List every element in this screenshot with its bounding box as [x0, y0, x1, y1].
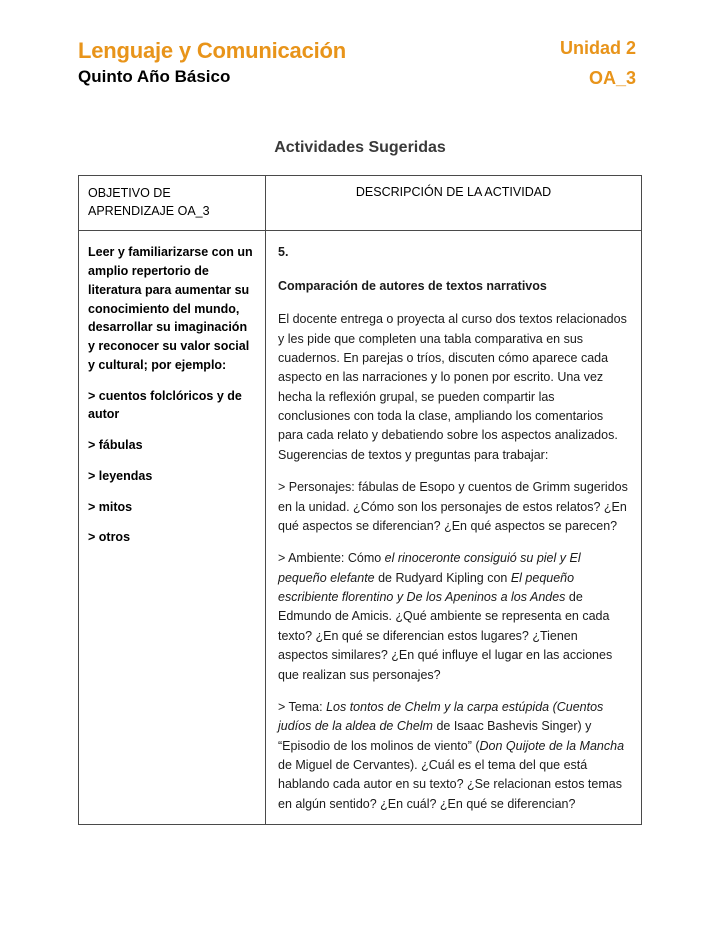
p4-text-3: de Miguel de Cervantes). ¿Cuál es el tema del que está hablando cada autor en su texto? ¿Se relacionan estos temas en algún sentido? ¿En cuál? ¿En qué se diferencian?: [278, 758, 622, 811]
objective-cell: [79, 231, 266, 825]
activity-subtitle: Comparación de autores de textos narrativos: [278, 278, 547, 293]
activity-paragraph-4: [278, 698, 630, 814]
header-right-block: [560, 38, 642, 89]
table-content-row: [79, 231, 642, 825]
objective-item-3: > mitos: [88, 499, 133, 514]
header-objective-line1: OBJETIVO DE: [88, 186, 171, 201]
objective-item-0: > cuentos folclóricos y de autor: [88, 388, 242, 422]
objective-item-1: > fábulas: [88, 438, 143, 453]
activity-paragraph-2: > Personajes: fábulas de Esopo y cuentos de Grimm sugeridos en la unidad. ¿Cómo son los personajes de estos relatos? ¿En qué aspectos se diferencian? ¿En qué aspectos se parecen?: [278, 480, 628, 533]
objective-item-4: > otros: [88, 530, 131, 545]
p3-text-3: de Edmundo de Amicis. ¿Qué ambiente se representa en cada texto? ¿En qué se diferencian estos lugares? ¿Tienen aspectos similares? ¿En qué influye el lugar en las acciones que realizan sus personajes?: [278, 590, 613, 682]
p3-italic-1: el rinoceronte consiguió su piel y El pequeño elefante: [278, 551, 581, 585]
p3-text-2: de Rudyard Kipling con: [374, 570, 511, 585]
objective-item-2: > leyendas: [88, 468, 153, 483]
p4-text-2: de Isaac Bashevis Singer) y “Episodio de los molinos de viento” (: [278, 719, 592, 753]
header-objective-line2: APRENDIZAJE OA_3: [88, 204, 210, 219]
p4-text-1: > Tema:: [278, 699, 327, 714]
header-cell-objective: [79, 176, 266, 231]
activity-number: 5.: [278, 245, 289, 260]
p4-italic-1: Los tontos de Chelm y la carpa estúpida (Cuentos judíos de la aldea de Chelm: [278, 699, 604, 734]
description-cell: [266, 231, 642, 825]
grade-title: Quinto Año Básico: [78, 67, 231, 87]
subject-title: Lenguaje y Comunicación: [78, 38, 347, 63]
unit-label: Unidad 2: [559, 38, 636, 58]
document-header: [78, 0, 642, 89]
p3-italic-2: El pequeño escribiente florentino y De los Apeninos a los Andes: [278, 570, 575, 605]
activity-paragraph-1: El docente entrega o proyecta al curso dos textos relacionados y les pide que completen una tabla comparativa en sus cuadernos. En parejas o tríos, discuten cómo aparece cada aspecto en las narraciones y lo ponen por escrito. Una vez hecha la reflexión grupal, se pueden compartir las conclusiones con toda la clase, ampliando los comentarios para cada relato y debatiendo sobre los aspectos analizados. Sugerencias de textos y preguntas para trabajar:: [278, 312, 627, 462]
p4-italic-2: Don Quijote de la Mancha: [479, 738, 625, 753]
header-cell-description: DESCRIPCIÓN DE LA ACTIVIDAD: [266, 176, 642, 231]
objective-intro: Leer y familiarizarse con un amplio repertorio de literatura para aumentar su conocimiento del mundo, desarrollar su imaginación y reconocer su valor social y cultural; por ejemplo:: [88, 245, 253, 372]
header-left-block: [78, 38, 346, 88]
page-title: Actividades Sugeridas: [274, 139, 446, 157]
p3-text-1: > Ambiente: Cómo: [278, 551, 385, 566]
activity-paragraph-3: [278, 549, 630, 685]
oa-label: OA_3: [588, 67, 636, 88]
table-header-row: [79, 176, 642, 231]
activity-table: [78, 175, 642, 825]
